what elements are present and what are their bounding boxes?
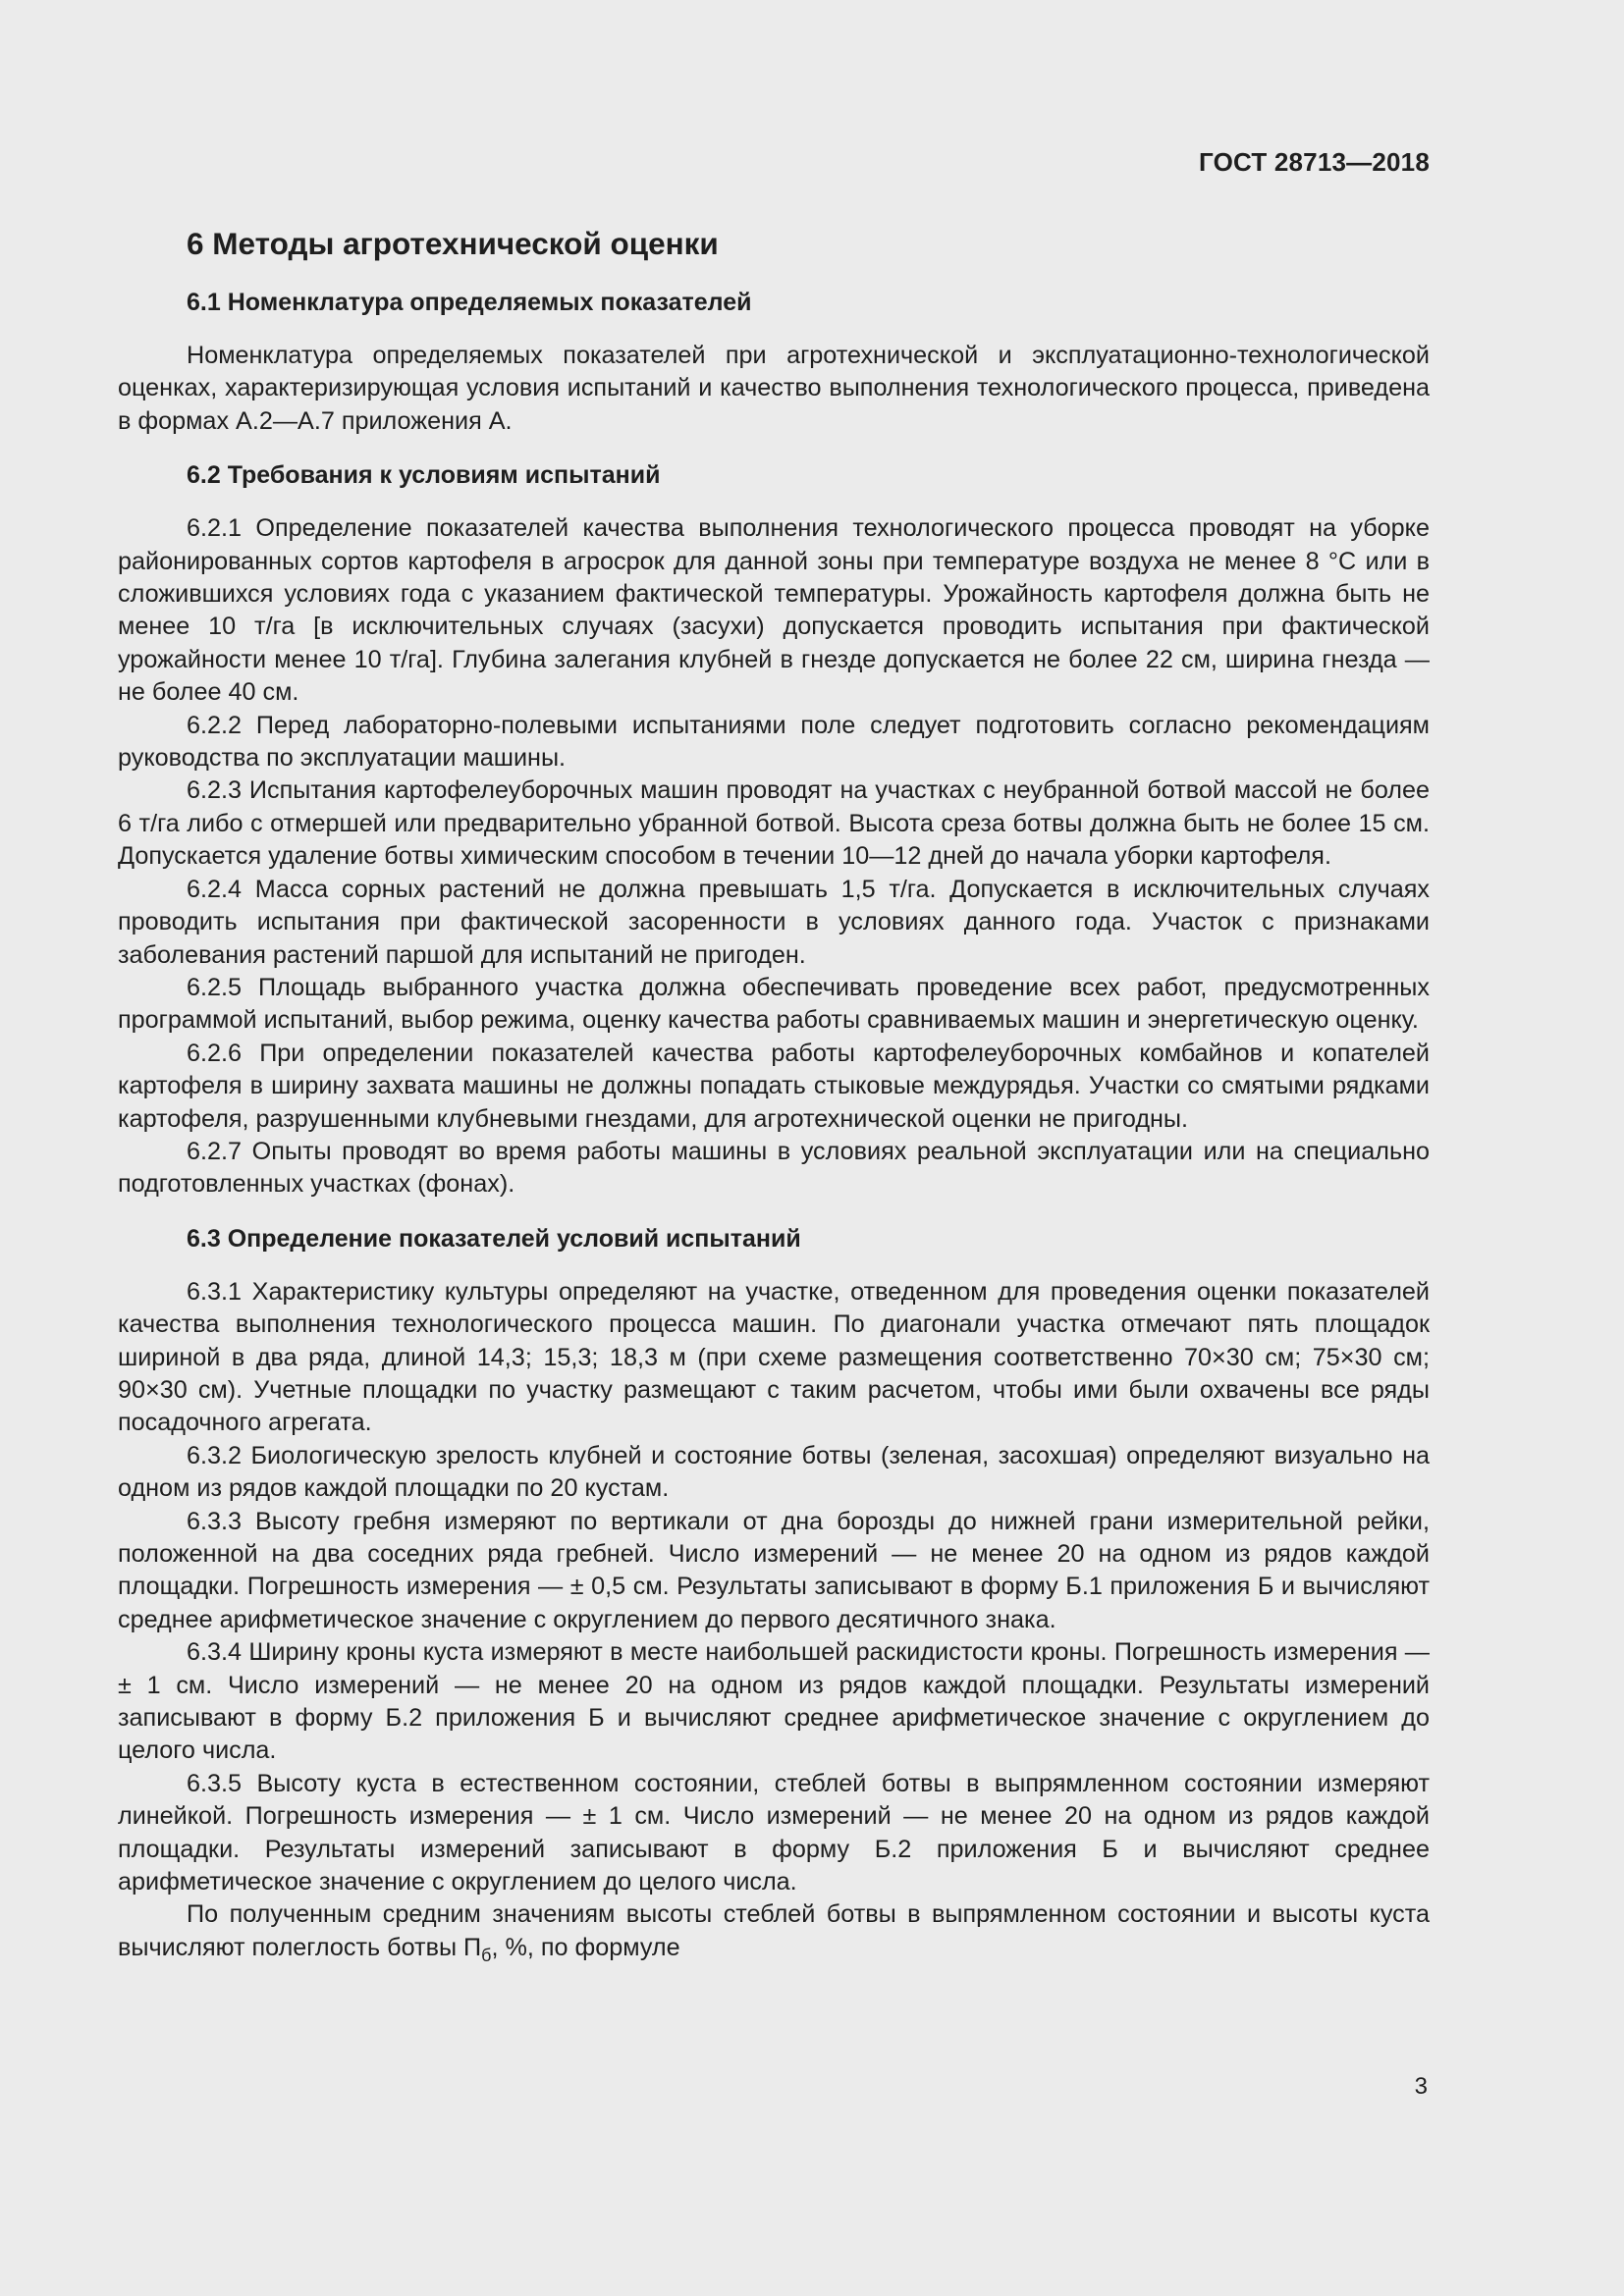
paragraph-6-2-5: 6.2.5 Площадь выбранного участка должна обеспечивать проведение всех работ, предусмотренных программой испытаний, выбор режима, оценку качества работы сравниваемых машин и энергетическую оценку. xyxy=(118,973,1430,1035)
paragraph-6-2-7: 6.2.7 Опыты проводят во время работы машины в условиях реальной эксплуатации или на специально подготовленных участках (фонах). xyxy=(118,1137,1430,1199)
paragraph-6-3-3: 6.3.3 Высоту гребня измеряют по вертикали от дна борозды до нижней грани измерительной рейки, положенной на два соседних ряда гребней. Число измерений — не менее 20 на одном из рядов каждой площадки. Погрешность измерения — ± 0,5 см. Результаты записывают в форму Б.1 приложения Б и вычисляют среднее арифметическое значение с округлением до первого десятичного знака. xyxy=(118,1507,1430,1633)
paragraph-6-3-2: 6.3.2 Биологическую зрелость клубней и состояние ботвы (зеленая, засохшая) определяют визуально на одном из рядов каждой площадки по 20 кустам. xyxy=(118,1441,1430,1503)
subsection-6-3-body xyxy=(118,1276,1430,1965)
formula-intro-tail: , %, по формуле xyxy=(491,1933,680,1961)
paragraph-6-2-2: 6.2.2 Перед лабораторно-полевыми испытаниями поле следует подготовить согласно рекомендациям руководства по эксплуатации машины. xyxy=(118,711,1430,773)
formula-intro-text: По полученным средним значениям высоты стеблей ботвы в выпрямленном состоянии и высоты куста вычисляют полеглость ботвы П xyxy=(118,1900,1430,1961)
subscript-b: б xyxy=(481,1945,492,1965)
page-content xyxy=(118,222,1430,1984)
paragraph-6-2-4: 6.2.4 Масса сорных растений не должна превышать 1,5 т/га. Допускается в исключительных случаях проводить испытания при фактической засоренности в условиях данного года. Участок с признаками заболевания растений паршой для испытаний не пригоден. xyxy=(118,875,1430,969)
subsection-title-6-3: 6.3 Определение показателей условий испытаний xyxy=(187,1224,801,1253)
paragraph-6-2-6: 6.2.6 При определении показателей качества работы картофелеуборочных комбайнов и копателей картофеля в ширину захвата машины не должны попадать стыковые междурядья. Участки со смятыми рядками картофеля, разрушенными клубневыми гнездами, для агротехнической оценки не пригодны. xyxy=(118,1039,1430,1133)
paragraph-6-2-1: 6.2.1 Определение показателей качества выполнения технологического процесса проводят на уборке районированных сортов картофеля в агросрок для данной зоны при температуре воздуха не менее 8 °С или в сложившихся условиях года с указанием фактической температуры. Урожайность картофеля должна быть не менее 10 т/га [в исключительных случаях (засухи) допускается проводить испытания при фактической урожайности менее 10 т/га]. Глубина залегания клубней в гнезде допускается не более 22 см, ширина гнезда — не более 40 см. xyxy=(118,514,1430,707)
page-number: 3 xyxy=(1414,2073,1428,2100)
section-title: 6 Методы агротехнической оценки xyxy=(187,226,719,261)
paragraph-6-3-5: 6.3.5 Высоту куста в естественном состоянии, стеблей ботвы в выпрямленном состоянии измеряют линейкой. Погрешность измерения — ± 1 см. Число измерений — не менее 20 на одном из рядов каждой площадки. Результаты измерений записывают в форму Б.2 приложения Б и вычисляют среднее арифметическое значение с округлением до целого числа. xyxy=(118,1769,1430,1896)
subsection-6-2-body xyxy=(118,512,1430,1201)
standard-code: ГОСТ 28713—2018 xyxy=(1199,147,1430,177)
subsection-title-6-2: 6.2 Требования к условиям испытаний xyxy=(187,461,661,490)
paragraph-6-1: Номенклатура определяемых показателей при агротехнической и эксплуатационно-технологической оценках, характеризирующая условия испытаний и качество выполнения технологического процесса, приведена в формах А.2—А.7 приложения А. xyxy=(118,342,1430,435)
subsection-6-1-body xyxy=(118,340,1430,438)
paragraph-6-2-3: 6.2.3 Испытания картофелеуборочных машин проводят на участках с неубранной ботвой массой не более 6 т/га либо с отмершей или предварительно убранной ботвой. Высота среза ботвы должна быть не более 15 см. Допускается удаление ботвы химическим способом в течении 10—12 дней до начала уборки картофеля. xyxy=(118,776,1430,871)
paragraph-6-3-4: 6.3.4 Ширину кроны куста измеряют в месте наибольшей раскидистости кроны. Погрешность измерения — ± 1 см. Число измерений — не менее 20 на одном из рядов каждой площадки. Результаты измерений записывают в форму Б.2 приложения Б и вычисляют среднее арифметическое значение с округлением до целого числа. xyxy=(118,1638,1430,1765)
paragraph-formula-intro xyxy=(118,1898,1430,1964)
subsection-title-6-1: 6.1 Номенклатура определяемых показателей xyxy=(187,289,752,316)
paragraph-6-3-1: 6.3.1 Характеристику культуры определяют на участке, отведенном для проведения оценки показателей качества выполнения технологического процесса машин. По диагонали участка отмечают пять площадок шириной в два ряда, длиной 14,3; 15,3; 18,3 м (при схеме размещения соответственно 70×30 см; 75×30 см; 90×30 см). Учетные площадки по участку размещают с таким расчетом, чтобы ими были охвачены все ряды посадочного агрегата. xyxy=(118,1277,1430,1437)
